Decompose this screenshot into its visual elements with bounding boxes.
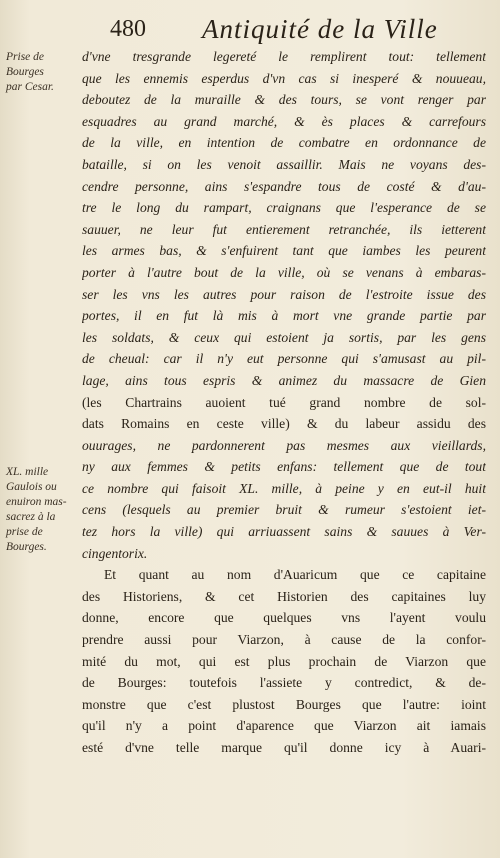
- margin-note-line: Bourges.: [6, 541, 47, 553]
- margin-note-line: Bourges: [6, 66, 44, 78]
- page-number: 480: [110, 16, 146, 42]
- page-header: [110, 14, 480, 44]
- text-line: mité du mot, qui est plus prochain de Viarzon que: [82, 653, 486, 669]
- margin-note-line: Gaulois ou: [6, 481, 57, 493]
- text-line: monstre que c'est plustost Bourges que l'autre: ioint: [82, 696, 486, 712]
- text-line: ny aux femmes & petits enfans: tellement que de tout: [82, 459, 486, 475]
- main-text: [82, 46, 486, 759]
- text-line: ouurages, ne pardonnerent pas mesmes aux vieillards,: [82, 437, 486, 453]
- text-line: (les Chartrains auoient tué grand nombre de sol-: [82, 394, 486, 410]
- margin-note-2: [6, 465, 78, 555]
- margin-note-line: par Cesar.: [6, 81, 54, 93]
- text-line: esté d'vne telle marque qu'il donne icy à Auari-: [82, 740, 486, 755]
- text-line: lage, ains tous espris & animez du massacre de Gien: [82, 372, 486, 388]
- text-line: tre le long du rampart, craignans que l'esperance de se: [82, 200, 486, 216]
- text-line: des Historiens, & cet Historien des capitaines luy: [82, 588, 486, 604]
- margin-note-line: XL. mille: [6, 466, 49, 478]
- text-line: de cheual: car il n'y eut personne qui s'amusast au pil-: [82, 351, 486, 367]
- text-line: les armes bas, & s'enfuirent tant que iambes les peurent: [82, 243, 486, 259]
- text-line: portes, il en fut là mis à mort vne grande partie par: [82, 308, 486, 324]
- text-line: dats Romains en ceste ville) & du labeur assidu des: [82, 416, 486, 432]
- text-line: tez hors la ville) qui arriuassent sains & sauues à Ver-: [82, 524, 486, 540]
- margin-note-line: enuiron mas-: [6, 496, 67, 508]
- margin-note-line: prise de: [6, 526, 43, 538]
- text-line: les soldats, & ceux qui estoient ja sortis, par les gens: [82, 329, 486, 345]
- text-line: qu'il n'y a point d'aparence que Viarzon ait iamais: [82, 718, 486, 734]
- text-line: prendre aussi pour Viarzon, à cause de la confor-: [82, 632, 486, 648]
- text-line: ser les vns les autres pour raison de l'estroite issue des: [82, 286, 486, 302]
- text-line: Et quant au nom d'Auaricum que ce capitaine: [104, 567, 486, 583]
- margin-note-line: sacrez à la: [6, 511, 56, 523]
- text-line: bataille, si on les venoit assaillir. Mais ne voyans des-: [82, 156, 486, 172]
- text-line: cingentorix.: [82, 545, 148, 561]
- text-line: de Bourges: toutefois l'assiete y contredict, & de-: [82, 675, 486, 691]
- text-line: d'vne tresgrande legereté le remplirent tout: tellement: [82, 49, 486, 64]
- text-line: que les ennemis esperdus d'vn cas si inesperé & nouueau,: [82, 70, 486, 86]
- text-line: cendre personne, ains s'espandre tous de costé & d'au-: [82, 178, 486, 194]
- text-line: cens (lesquels au premier bruit & rumeur s'estoient iet-: [82, 502, 486, 518]
- running-title: Antiquité de la Ville: [202, 14, 438, 44]
- text-line: esquadres au grand marché, & ès places & carrefours: [82, 113, 486, 129]
- text-line: donne, encore que quelques vns l'ayent voulu: [82, 610, 486, 626]
- text-line: ce nombre qui faisoit XL. mille, à peine y en eut-il huit: [82, 480, 486, 496]
- text-line: de la ville, en intention de combatre en ordonnance de: [82, 135, 486, 151]
- text-line: deboutez de la muraille & des tours, se vont renger par: [82, 92, 486, 108]
- margin-note-line: Prise de: [6, 51, 45, 63]
- text-line: sauuer, ne leur fut entierement retranchée, ils ietterent: [82, 221, 486, 237]
- margin-note-1: [6, 50, 78, 95]
- text-line: porter à l'autre bout de la ville, où se venans à embaras-: [82, 264, 486, 280]
